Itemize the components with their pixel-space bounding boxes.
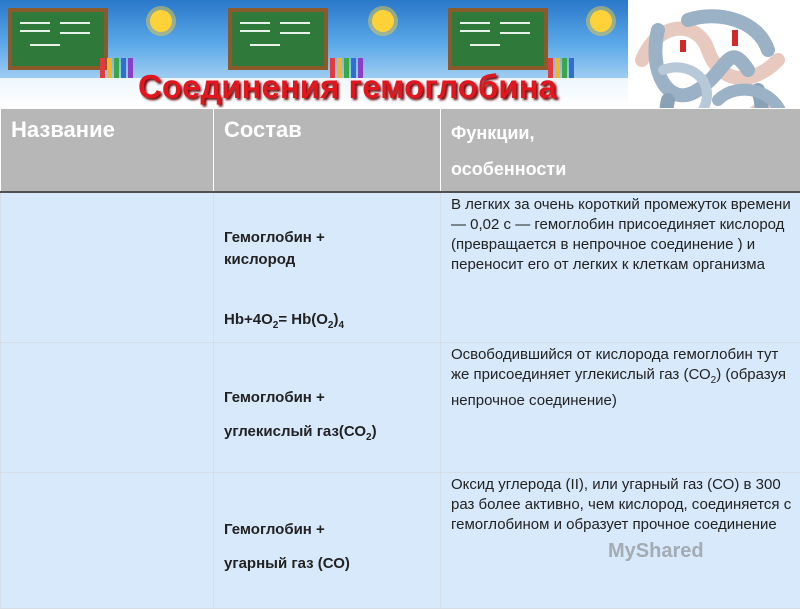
slide-title: Соединения гемоглобина [138,68,557,106]
header-name: Название [1,109,214,193]
composition-line-1: Гемоглобин + [224,381,440,415]
composition-line-2: угарный газ (СО) [224,547,440,581]
composition-line-1: Гемоглобин + [224,227,440,249]
sun-icon [150,10,172,32]
row-composition-cell [214,342,441,472]
row-functions-cell: Оксид углерода (II), или угарный газ (СО) в 300 раз более активно, чем кислород, соединяется с гемоглобином и образует прочное соединение [441,472,800,608]
table-row [1,192,800,342]
composition-line-2: кислород [224,249,440,271]
header-composition: Состав [214,109,441,193]
watermark: MyShared [608,540,704,563]
composition-line-1: Гемоглобин + [224,513,440,547]
hemoglobin-compounds-table [0,108,800,609]
chalkboard-image [8,8,108,70]
composition-line-2: углекислый $газ(СО_2)$ [224,415,440,455]
row-name-cell [1,342,214,472]
row-functions-cell: В легких за очень короткий промежуток времени — 0,02 с — гемоглобин присоединяет кислород (превращается в непрочное соединение ) и переносит его от легких к клеткам организма [441,192,800,342]
table-row [1,342,800,472]
sun-icon [590,10,612,32]
table-header-row [1,109,800,193]
row-name-cell [1,472,214,608]
row-name-cell [1,192,214,342]
row-composition-cell [214,192,441,342]
reaction-formula: $Hb+4O_2= Hb(O_2)_4$ [224,311,440,331]
chalkboard-image [228,8,328,70]
header-functions-line-1: Функции, [451,115,800,151]
header-functions-line-2: особенности [451,151,800,187]
sun-icon [372,10,394,32]
header-functions [441,109,800,193]
chalkboard-image [448,8,548,70]
row-functions-cell: Освободившийся от кислорода гемоглобин тут же присоединяет углекислый газ $(СО_2)$ (образуя непрочное соединение) [441,342,800,472]
row-composition-cell [214,472,441,608]
